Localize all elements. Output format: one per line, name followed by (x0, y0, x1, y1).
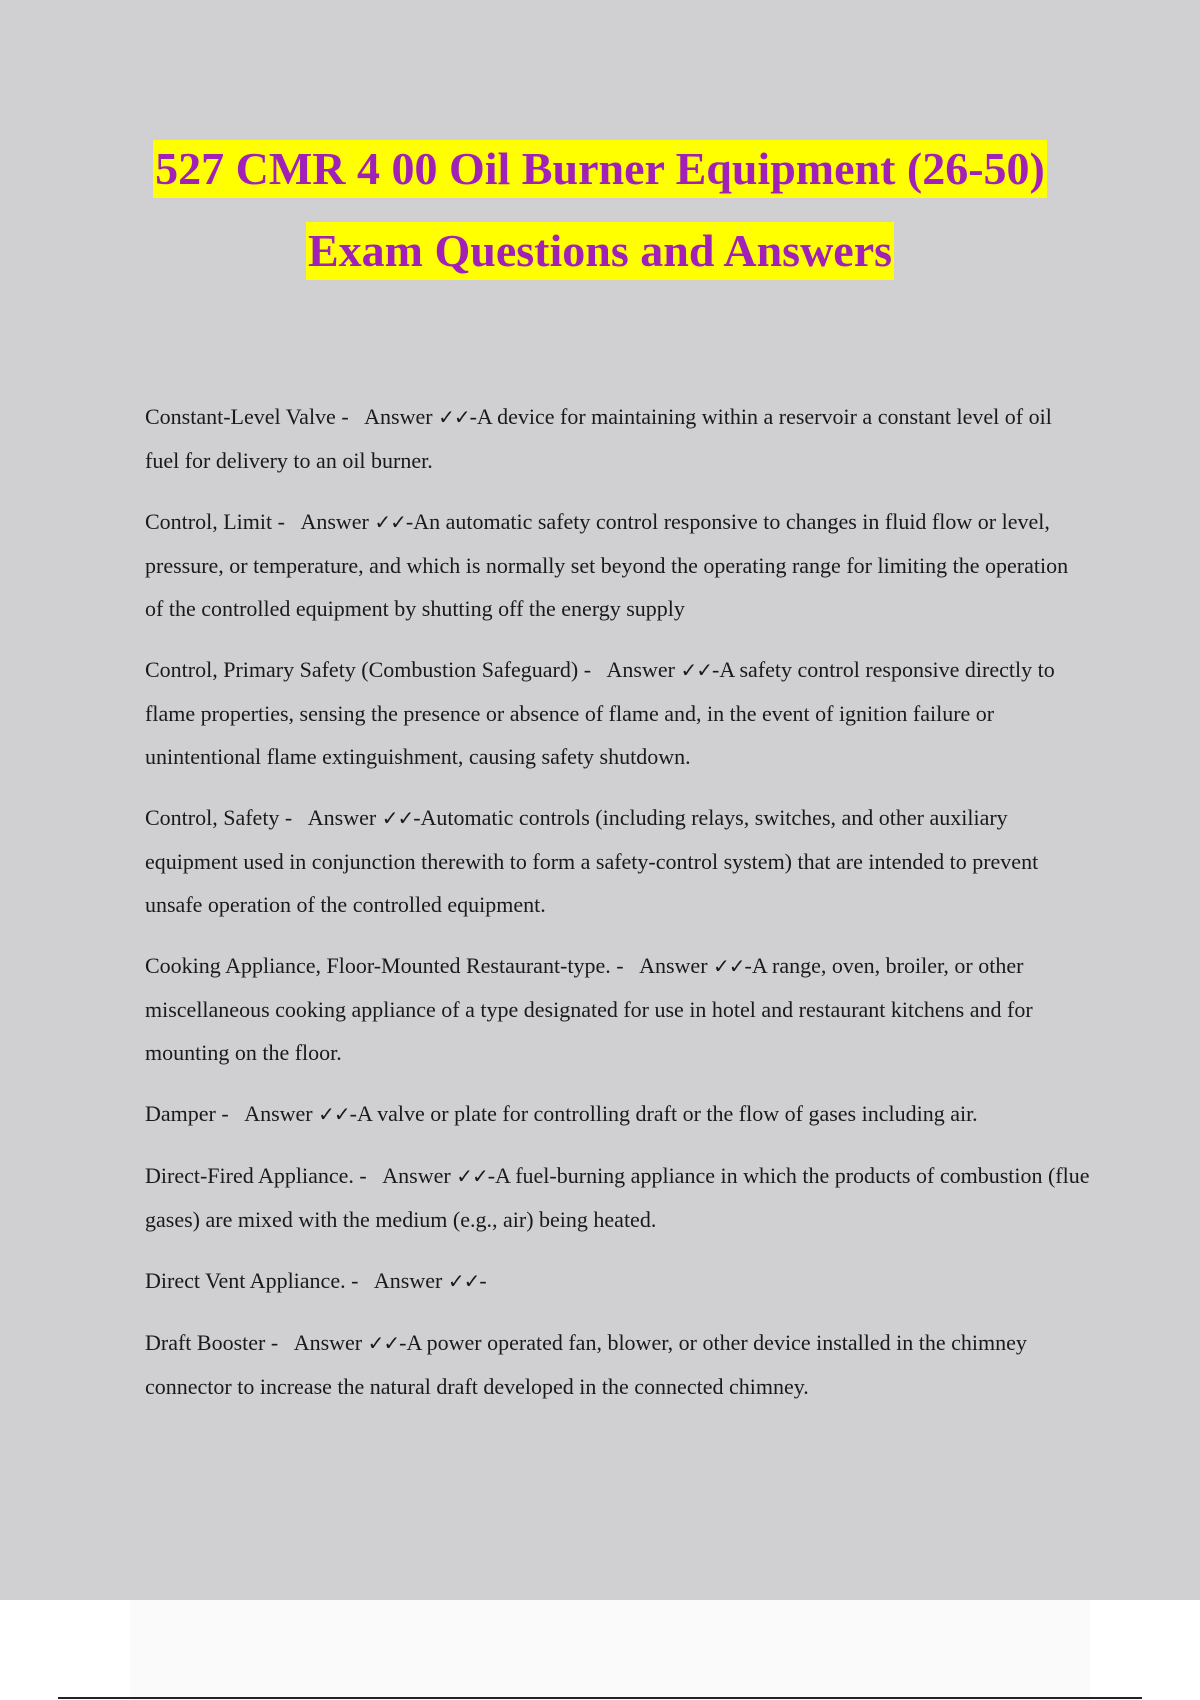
qa-entry (145, 944, 1090, 1074)
double-check-icon: ✓✓ (456, 1164, 488, 1188)
double-check-icon: ✓✓ (367, 1331, 400, 1355)
answer-label: Answer (373, 1268, 443, 1293)
qa-entry (145, 1154, 1090, 1241)
entry-term: Direct Vent Appliance. - (145, 1268, 364, 1293)
qa-entry (145, 500, 1090, 630)
entry-term: Draft Booster - (145, 1330, 284, 1355)
entry-definition: -A fuel-burning appliance in which the products of combustion (flue gases) are mixed with the medium (e.g., air) being heated. (145, 1163, 1090, 1232)
qa-entry (145, 648, 1090, 778)
qa-entry (145, 796, 1090, 926)
entry-definition: -A safety control responsive directly to flame properties, sensing the presence or absence of flame and, in the event of ignition failure or unintentional flame extinguishment, causing safety shutdown. (145, 657, 1055, 769)
title-line-1: 527 CMR 4 00 Oil Burner Equipment (26-50) (153, 140, 1047, 198)
entry-term: Damper - (145, 1101, 235, 1126)
entry-term: Constant-Level Valve - (145, 404, 355, 429)
double-check-icon: ✓✓ (318, 1102, 350, 1126)
qa-entry (145, 1259, 1090, 1303)
answer-label: Answer (382, 1163, 451, 1188)
entry-definition: -A device for maintaining within a reservoir a constant level of oil fuel for delivery to an oil burner. (145, 404, 1052, 473)
document-title (0, 140, 1200, 280)
entry-term: Control, Limit - (145, 509, 291, 534)
entry-definition: - (479, 1268, 487, 1293)
answer-label: Answer (639, 953, 708, 978)
entry-definition: -Automatic controls (including relays, switches, and other auxiliary equipment used in conjunction therewith to form a safety-control system) that are intended to prevent unsafe operation of the controlled equipment. (145, 805, 1039, 917)
double-check-icon: ✓✓ (680, 658, 712, 682)
qa-entry (145, 395, 1090, 482)
double-check-icon: ✓✓ (438, 405, 470, 429)
double-check-icon: ✓✓ (374, 510, 406, 534)
double-check-icon: ✓✓ (713, 954, 745, 978)
next-page-preview (130, 1600, 1090, 1700)
entry-definition: -A power operated fan, blower, or other device installed in the chimney connector to increase the natural draft developed in the connected chimney. (145, 1330, 1027, 1399)
double-check-icon: ✓✓ (447, 1269, 480, 1293)
answer-label: Answer (244, 1101, 313, 1126)
answer-label: Answer (300, 509, 369, 534)
answer-label: Answer (293, 1330, 363, 1355)
qa-list (145, 395, 1090, 1426)
entry-definition: -An automatic safety control responsive to changes in fluid flow or level, pressure, or temperature, and which is normally set beyond the operating range for limiting the operation of the controlled equipment by shutting off the energy supply (145, 509, 1069, 621)
qa-entry (145, 1321, 1090, 1408)
answer-label: Answer (606, 657, 675, 682)
entry-definition: -A range, oven, broiler, or other miscellaneous cooking appliance of a type designated for use in hotel and restaurant kitchens and for mounting on the floor. (145, 953, 1033, 1065)
title-line-2: Exam Questions and Answers (306, 222, 894, 280)
page-divider (58, 1697, 1142, 1699)
double-check-icon: ✓✓ (381, 806, 414, 830)
qa-entry (145, 1092, 1090, 1136)
entry-term: Control, Safety - (145, 805, 298, 830)
entry-term: Direct-Fired Appliance. - (145, 1163, 373, 1188)
answer-label: Answer (364, 404, 433, 429)
entry-term: Cooking Appliance, Floor-Mounted Restaurant-type. - (145, 953, 630, 978)
entry-definition: -A valve or plate for controlling draft or the flow of gases including air. (349, 1101, 978, 1126)
answer-label: Answer (307, 805, 377, 830)
entry-term: Control, Primary Safety (Combustion Safeguard) - (145, 657, 597, 682)
